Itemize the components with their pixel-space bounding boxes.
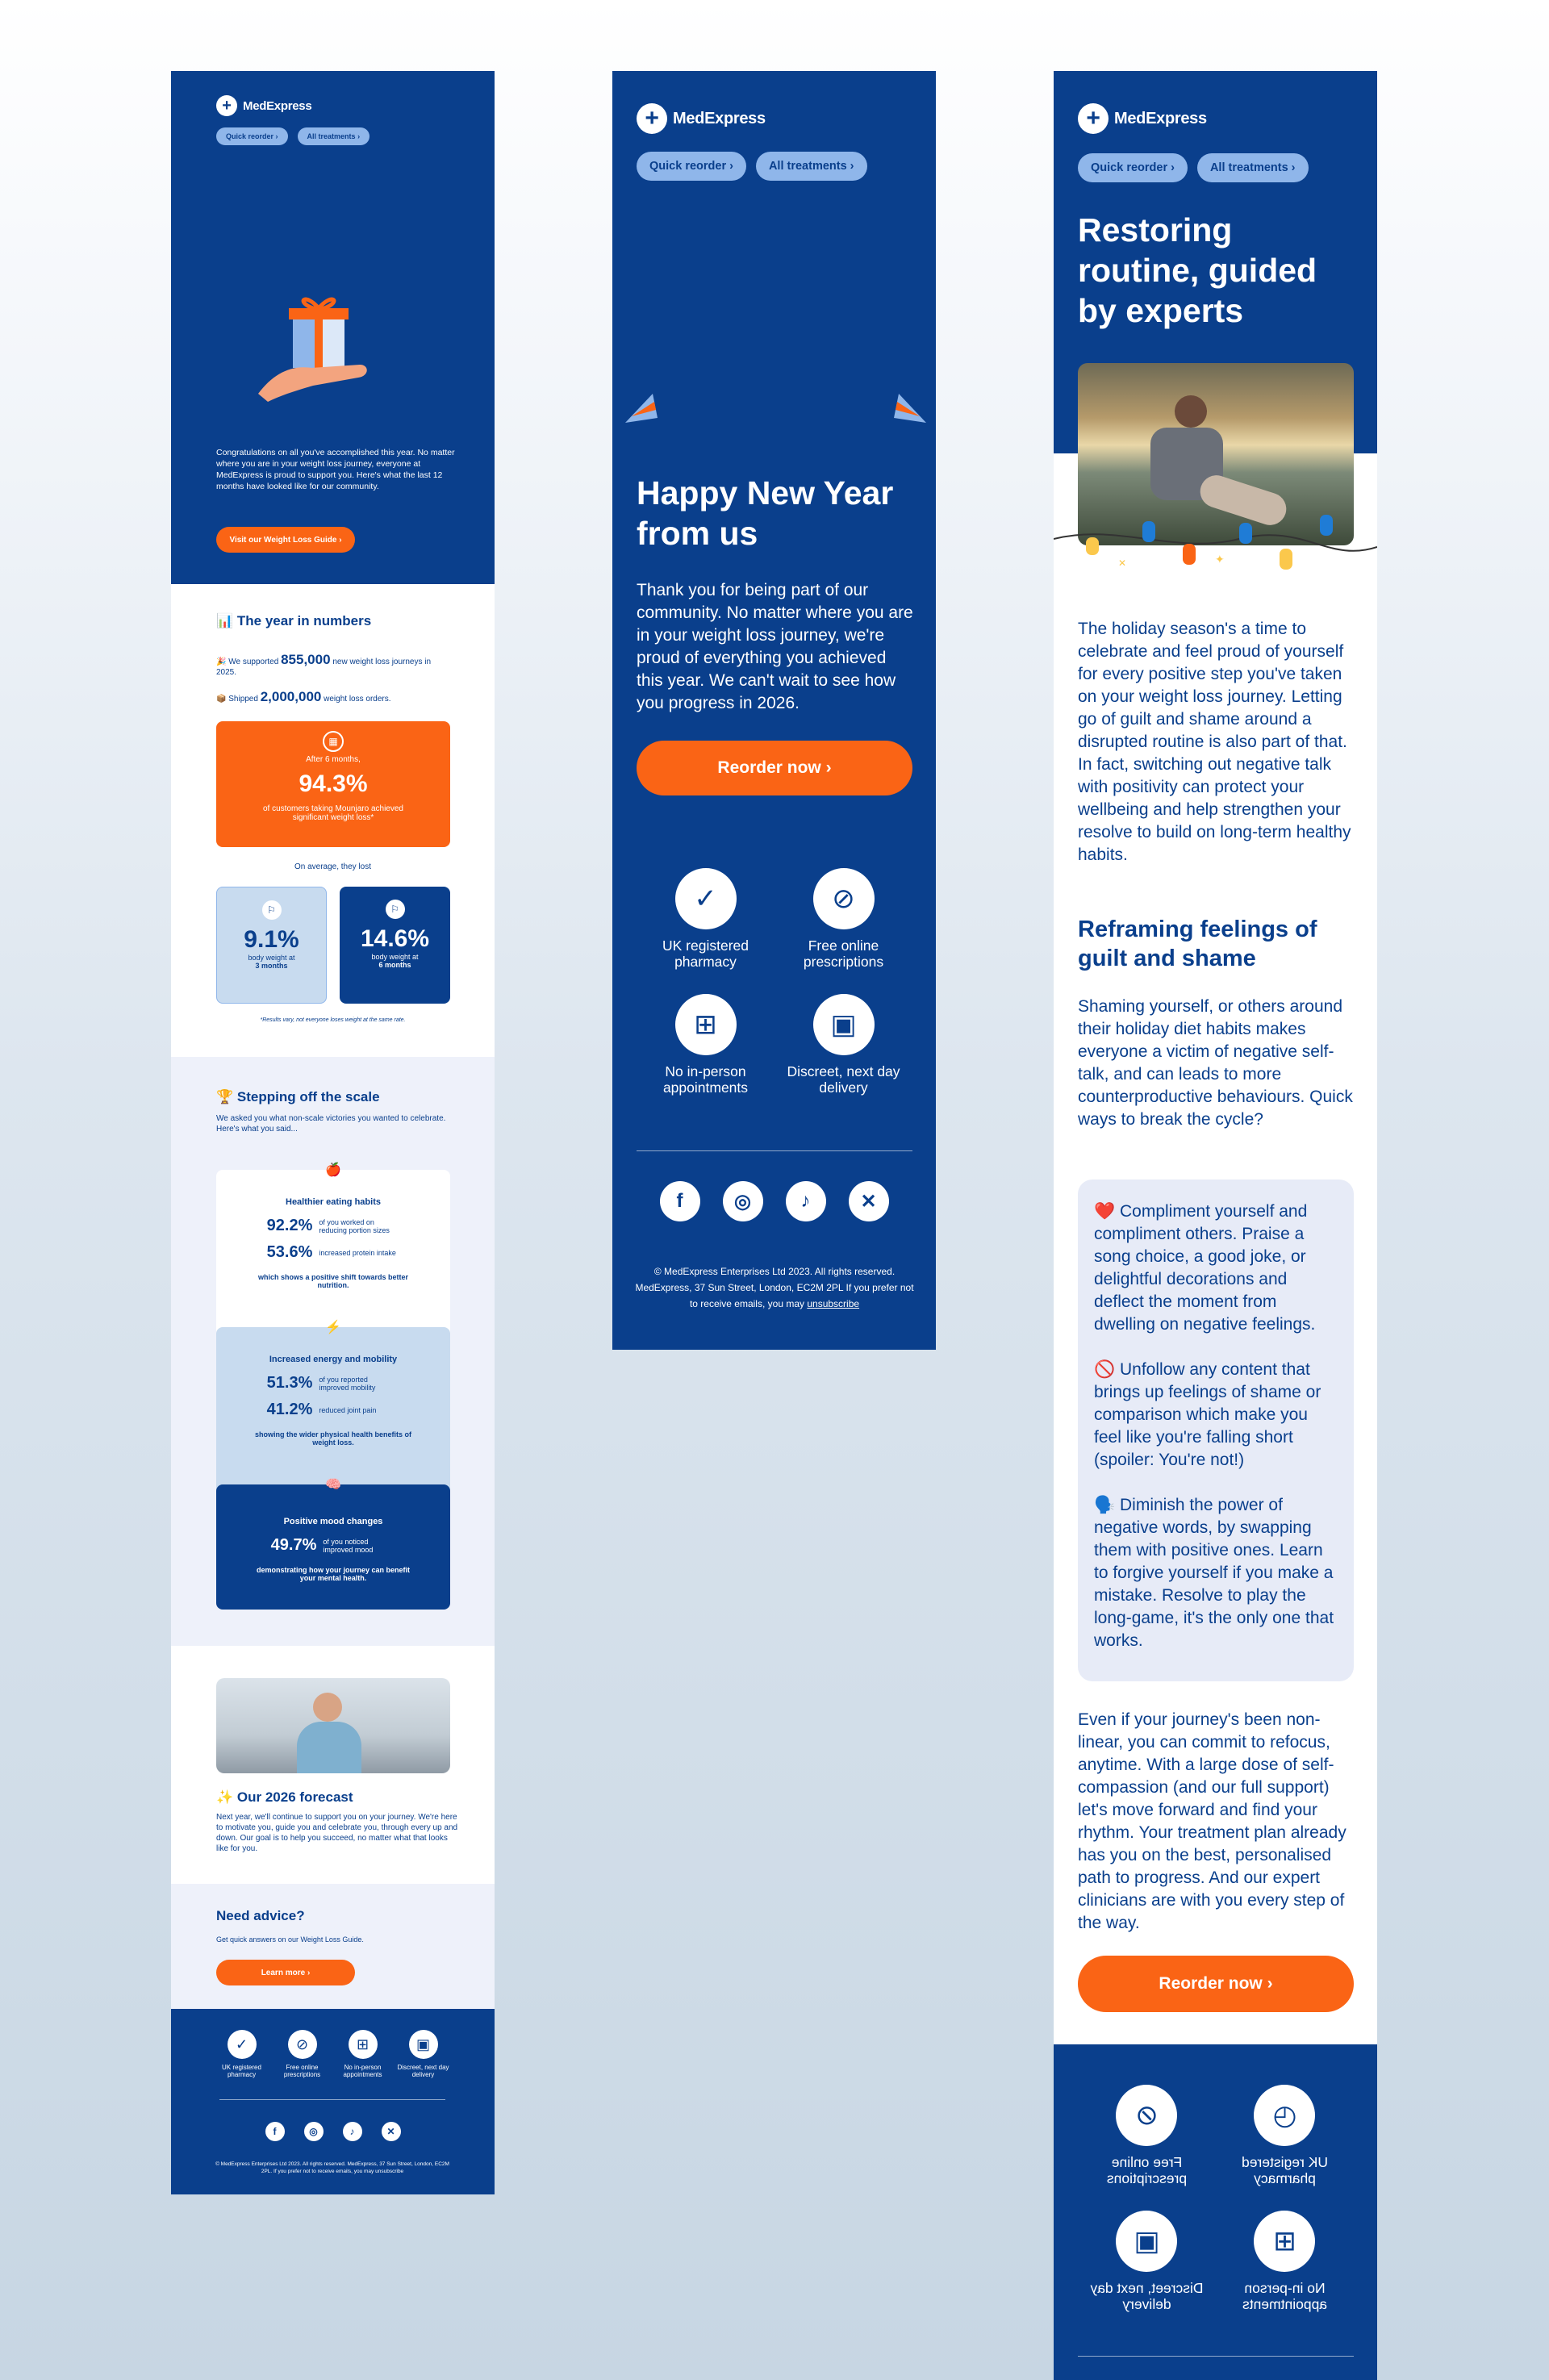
logo[interactable]: + MedExpress xyxy=(637,103,766,134)
advice-text: Get quick answers on our Weight Loss Guide. xyxy=(216,1935,364,1944)
package-icon: ▣ xyxy=(813,994,875,1055)
all-treatments-button[interactable]: All treatments › xyxy=(298,127,370,145)
tip-compliment: ❤️ Compliment yourself and compliment others. Praise a song choice, a good joke, or delightful decorations and deflect the moment from dwelling on negative feelings. xyxy=(1094,1202,1316,1334)
brain-icon: 🧠 xyxy=(325,1478,341,1492)
pills-icon: ⊘ xyxy=(288,2030,317,2059)
clinic-icon: ⊞ xyxy=(349,2030,378,2059)
x-icon[interactable]: ✕ xyxy=(849,1181,889,1221)
feature-discreet-delivery: ▣ Discreet, next day delivery xyxy=(1078,2211,1216,2312)
scale-intro: We asked you what non-scale victories you wanted to celebrate. Here's what you said... xyxy=(216,1114,446,1134)
x-icon[interactable]: ✕ xyxy=(382,2122,401,2141)
medexpress-cross-icon: + xyxy=(216,95,237,116)
svg-text:✦: ✦ xyxy=(1215,553,1225,566)
tip-unfollow: 🚫 Unfollow any content that brings up feelings of shame or comparison which make you feel like you're falling short (spoiler: You're not!) xyxy=(1094,1360,1321,1469)
heart-icon: ❤️ xyxy=(1094,1202,1116,1221)
all-treatments-button[interactable]: All treatments › xyxy=(1197,153,1309,182)
confetti-icon: 🎉 xyxy=(216,658,227,666)
package-icon: ▣ xyxy=(1117,2211,1178,2272)
tiktok-icon[interactable]: ♪ xyxy=(786,1181,826,1221)
logo[interactable]: + MedExpress xyxy=(1078,103,1207,134)
quick-reorder-button[interactable]: Quick reorder › xyxy=(216,127,288,145)
sparkle-icon: ✨ xyxy=(216,1789,234,1805)
learn-more-button[interactable]: Learn more › xyxy=(216,1960,355,1985)
footnote: *Results vary, not everyone loses weight at the same rate. xyxy=(260,1017,406,1023)
energy-card: ⚡ Increased energy and mobility 51.3% of you reported improved mobility 41.2% reduced joint pain showing the wider physical health benefits of weight loss. xyxy=(216,1327,450,1497)
eating-habits-card: 🍎 Healthier eating habits 92.2% of you worked on reducing portion sizes 53.6% increased protein intake which shows a positive shift towards better nutrition. xyxy=(216,1170,450,1339)
advice-section xyxy=(171,1884,495,2009)
party-hat-icon xyxy=(883,384,931,432)
subheading: Reframing feelings of guilt and shame xyxy=(1078,917,1317,971)
result-3-months: ⚐ 9.1% body weight at 3 months xyxy=(216,887,327,1004)
clinic-icon: ⊞ xyxy=(1255,2211,1316,2272)
pills-icon: ⊘ xyxy=(813,868,875,929)
email-restoring-routine xyxy=(1054,71,1377,2380)
scale-section xyxy=(171,1057,495,1646)
tip-negative-words: 🗣️ Diminish the power of negative words, by swapping them with positive ones. Learn to forgive yourself if you make a mistake. Resolve to play the long-game, it's the only one that works. xyxy=(1094,1496,1334,1650)
package-icon: ▣ xyxy=(409,2030,438,2059)
footer-section xyxy=(171,2009,495,2194)
flag-icon: ⚐ xyxy=(262,900,282,920)
svg-text:✕: ✕ xyxy=(1118,557,1127,569)
feature-no-appointments: ⊞ No in-person appointments xyxy=(1216,2211,1354,2312)
body-paragraph-1: The holiday season's a time to celebrate and feel proud of yourself for every positive step you've taken on your weight loss journey. Letting go of guilt and shame around a disrupted routine is also part of that. In fact, switching out negative talk with positivity can protect your wellbeing and help strengthen your resolve to build on long-term healthy habits. xyxy=(1078,620,1351,864)
string-lights-illustration xyxy=(1054,507,1377,595)
all-treatments-button[interactable]: All treatments › xyxy=(756,152,867,181)
instagram-icon[interactable]: ◎ xyxy=(723,1181,763,1221)
tips-box xyxy=(1078,1180,1354,1681)
trophy-icon: 🏆 xyxy=(216,1089,234,1104)
flag-icon: ⚐ xyxy=(386,900,405,919)
result-6-months: ⚐ 14.6% body weight at 6 months xyxy=(340,887,450,1004)
feature-free-prescriptions: ⊘ Free online prescriptions xyxy=(1078,2085,1216,2186)
footer-legal: © MedExpress Enterprises Ltd 2023. All rights reserved. MedExpress, 37 Sun Street, London, EC2M 2PL. If you prefer not to receive emails, you may unsubscribe xyxy=(215,2161,449,2174)
mood-card: 🧠 Positive mood changes 49.7% of you noticed improved mood demonstrating how your journey can benefit your mental health. xyxy=(216,1484,450,1610)
advice-title: Need advice? xyxy=(216,1908,305,1923)
forecast-title: ✨ Our 2026 forecast xyxy=(216,1789,353,1805)
medexpress-cross-icon: + xyxy=(637,103,667,134)
highlight-card: ▦ After 6 months, 94.3% of customers taking Mounjaro achieved significant weight loss* xyxy=(216,721,450,847)
headline: Restoring routine, guided by experts xyxy=(1078,211,1317,329)
feature-discreet-delivery: ▣ Discreet, next day delivery xyxy=(774,994,912,1096)
numbers-section xyxy=(171,584,495,1057)
speaking-head-icon: 🗣️ xyxy=(1094,1496,1116,1514)
feature-uk-pharmacy: ✓ UK registered pharmacy xyxy=(211,2030,272,2078)
feature-uk-pharmacy: ✓ UK registered pharmacy xyxy=(637,868,774,970)
no-entry-icon: 🚫 xyxy=(1094,1360,1116,1379)
footer-legal: © MedExpress Enterprises Ltd 2023. All rights reserved. MedExpress, 37 Sun Street, London, EC2M 2PL If you prefer not to receive emails, you may unsubscribe xyxy=(635,1266,914,1309)
forecast-text: Next year, we'll continue to support you on your journey. We're here to motivate you, guide you and celebrate you, through every up and down. Our goal is to help you succeed, no matter what that looks like for you. xyxy=(216,1813,458,1853)
numbers-title: 📊 The year in numbers xyxy=(216,613,372,628)
reorder-now-button[interactable]: Reorder now › xyxy=(1078,1956,1354,2012)
body-paragraph-2: Shaming yourself, or others around their holiday diet habits makes everyone a victim of negative self-talk, and can leads to more counterproductive behaviours. Quick ways to break the cycle? xyxy=(1078,997,1353,1129)
chart-icon: 📊 xyxy=(216,613,234,628)
tiktok-icon[interactable]: ♪ xyxy=(343,2122,362,2141)
average-label: On average, they lost xyxy=(294,862,372,871)
feature-no-appointments: ⊞ No in-person appointments xyxy=(332,2030,393,2078)
feature-discreet-delivery: ▣ Discreet, next day delivery xyxy=(393,2030,453,2078)
email-weight-loss-review xyxy=(171,71,495,2194)
quick-reorder-button[interactable]: Quick reorder › xyxy=(637,152,746,181)
runner-photo xyxy=(216,1678,450,1773)
check-badge-icon: ✓ xyxy=(228,2030,257,2059)
scale-title: 🏆 Stepping off the scale xyxy=(216,1089,380,1104)
footer-section xyxy=(1054,2044,1377,2380)
email-happy-new-year xyxy=(612,71,936,1350)
apple-icon: 🍎 xyxy=(325,1163,341,1177)
intro-text: Congratulations on all you've accomplished this year. No matter where you are in your weight loss journey, everyone at MedExpress is proud to support you. Here's what the last 12 months have looked like for our community. xyxy=(216,448,455,491)
pills-icon: ⊘ xyxy=(1117,2085,1178,2146)
forecast-section xyxy=(171,1646,495,1884)
feature-uk-pharmacy: ◷ UK registered pharmacy xyxy=(1216,2085,1354,2186)
feature-free-prescriptions: ⊘ Free online prescriptions xyxy=(774,868,912,970)
facebook-icon[interactable]: f xyxy=(660,1181,700,1221)
body-text: Thank you for being part of our community. No matter where you are in your weight loss journey, we're proud of everything you achieved this year. We can't wait to see how you progress in 2026. xyxy=(637,581,913,712)
headline: Happy New Year from us xyxy=(637,474,894,552)
reorder-now-button[interactable]: Reorder now › xyxy=(637,741,912,795)
unsubscribe-link[interactable]: unsubscribe xyxy=(807,1298,860,1309)
facebook-icon[interactable]: f xyxy=(265,2122,285,2141)
quick-reorder-button[interactable]: Quick reorder › xyxy=(1078,153,1188,182)
feature-free-prescriptions: ⊘ Free online prescriptions xyxy=(272,2030,332,2078)
body-paragraph-3: Even if your journey's been non-linear, you can commit to refocus, anytime. With a large dose of self-compassion (and our full support) let's move forward and find your rhythm. Your treatment plan already has you on the best, personalised path to progress. And our expert clinicians are with you every step of the way. xyxy=(1078,1710,1347,1932)
logo[interactable]: + MedExpress xyxy=(216,95,311,116)
medexpress-cross-icon: + xyxy=(1078,103,1109,134)
clinic-icon: ⊞ xyxy=(675,994,737,1055)
check-badge-icon: ✓ xyxy=(675,868,737,929)
lightning-icon: ⚡ xyxy=(325,1321,341,1334)
box-icon: 📦 xyxy=(216,695,227,704)
party-hat-icon xyxy=(620,384,669,432)
stat-journeys: 🎉 We supported 855,000 new weight loss journeys in 2025. xyxy=(216,652,432,677)
visit-guide-button[interactable]: Visit our Weight Loss Guide › xyxy=(216,527,355,553)
clock-icon: ◷ xyxy=(1255,2085,1316,2146)
gift-hand-illustration xyxy=(257,297,402,402)
stat-orders: 📦 Shipped 2,000,000 weight loss orders. xyxy=(216,689,391,704)
hero-section xyxy=(171,71,495,584)
instagram-icon[interactable]: ◎ xyxy=(304,2122,324,2141)
feature-no-appointments: ⊞ No in-person appointments xyxy=(637,994,774,1096)
calendar-icon: ▦ xyxy=(323,731,344,752)
